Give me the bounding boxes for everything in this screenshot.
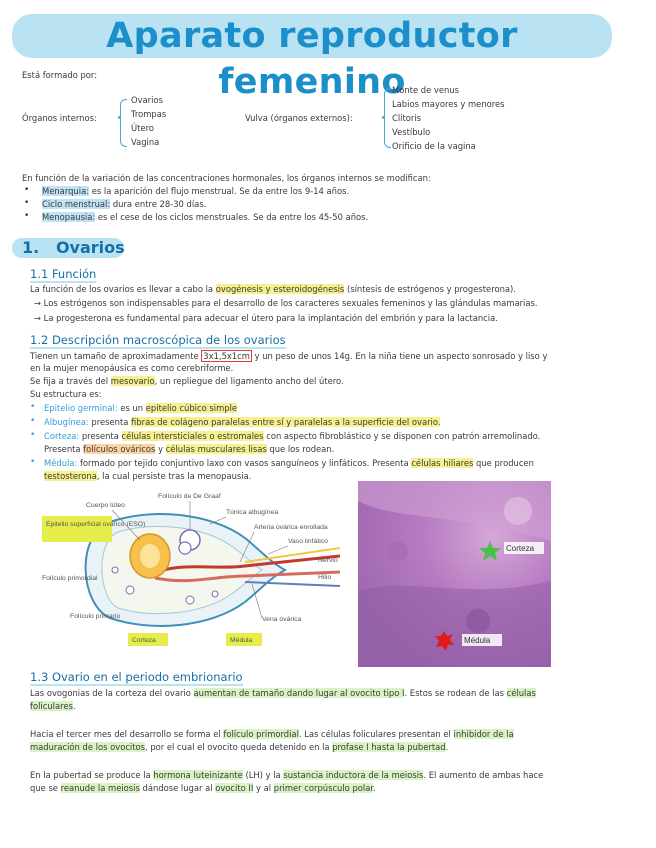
- internal-item: Trompas: [131, 109, 167, 119]
- hormonal-item: [42, 212, 368, 223]
- leader-line: [268, 546, 288, 554]
- internal-item: Útero: [131, 123, 154, 133]
- text-run: En la pubertad se produce la: [30, 770, 154, 780]
- text-run: que los rodean.: [266, 444, 335, 454]
- text-run: .: [373, 783, 376, 793]
- text-run: .: [72, 701, 76, 711]
- term-menarquia: Menarquia:: [42, 186, 90, 196]
- brace-dot: [118, 116, 121, 119]
- text-run: que producen: [473, 458, 534, 468]
- text-run: La función de los ovarios es llevar a cabo la: [30, 284, 216, 294]
- text-run: formado por tejido conjuntivo laxo con vasos sanguíneos y linfáticos. Presenta: [77, 458, 412, 468]
- text-run: Las ovogonias de la corteza del ovario: [30, 688, 194, 698]
- highlight: inhibidor de la: [453, 729, 514, 739]
- follicle: [179, 542, 191, 554]
- sub2-title: 1.2 Descripción macroscópica de los ovarios: [30, 333, 286, 347]
- micro-label-corteza: Corteza: [506, 544, 535, 553]
- highlight: mesovario: [110, 376, 155, 386]
- sub3-line: [30, 688, 536, 699]
- external-item: Clítoris: [392, 113, 422, 123]
- external-label: Vulva (órganos externos):: [245, 113, 353, 123]
- text-run: con aspecto fibroblástico y se disponen con patrón arremolinado.: [263, 431, 541, 441]
- highlight: células intersticiales o estromales: [121, 431, 264, 441]
- bullet-dot: •: [30, 457, 36, 467]
- ovary-diagram: [40, 490, 340, 655]
- highlight: células: [506, 688, 536, 698]
- ovary-micrograph: [358, 481, 551, 667]
- highlight: profase I hasta la pubertad: [332, 742, 446, 752]
- sub1-title: 1.1 Función: [30, 267, 97, 281]
- text-run: , por el cual el ovocito queda detenido en la: [145, 742, 333, 752]
- label-nervio: Nervio: [318, 557, 338, 564]
- label-arteria: Arteria ovárica enrollada: [254, 524, 328, 531]
- section-title: Ovarios: [55, 238, 125, 257]
- external-item: Orificio de la vagina: [392, 141, 476, 151]
- label-vena: Vena ovárica: [262, 616, 302, 623]
- follicle: [212, 591, 218, 597]
- highlight: ovocito II: [215, 783, 254, 793]
- highlight: epitelio cúbico simple: [145, 403, 238, 413]
- external-item: Vestíbulo: [392, 127, 431, 137]
- text-run: presenta: [79, 431, 122, 441]
- tissue-spot: [388, 541, 408, 561]
- text-run: que se: [30, 783, 61, 793]
- text-run: y: [155, 444, 166, 454]
- highlight: hormona luteinizante: [153, 770, 243, 780]
- structure-item: [44, 417, 440, 428]
- text-run: , la cual persiste tras la menopausia.: [96, 471, 252, 481]
- subsection-heading: [30, 267, 96, 281]
- brace-dot: [382, 116, 385, 119]
- term: Albugínea:: [44, 417, 89, 427]
- internal-brace: [120, 99, 127, 147]
- epitelio-label-bg: [42, 516, 112, 542]
- external-item: Labios mayores y menores: [392, 99, 505, 109]
- label-corteza: Corteza: [132, 637, 156, 644]
- highlight: testosterona: [44, 471, 97, 481]
- structure-item-cont: [44, 471, 251, 482]
- text-run: . Estos se rodean de las: [404, 688, 507, 698]
- corpus-luteum-core: [140, 544, 160, 568]
- tissue-spot: [504, 497, 532, 525]
- text-run: (síntesis de estrógenos y progesterona).: [344, 284, 516, 294]
- term: Corteza:: [44, 431, 80, 441]
- sub3-line: [30, 729, 514, 740]
- label-vaso-linfatico: Vaso linfático: [288, 538, 328, 545]
- text-run: dándose lugar al: [139, 783, 216, 793]
- highlight: folículos ováricos: [83, 444, 156, 454]
- sub3-line: [30, 770, 543, 781]
- sub2-line: [30, 376, 344, 387]
- structure-item: [44, 431, 540, 442]
- term: Médula:: [44, 458, 78, 468]
- label-tunica: Túnica albugínea: [226, 509, 279, 516]
- bullet-dot: •: [24, 185, 30, 195]
- tissue-spot: [466, 609, 490, 633]
- text-run: . Las células foliculares presentan el: [298, 729, 454, 739]
- text-run: , un repliegue del ligamento ancho del útero.: [154, 376, 344, 386]
- hormonal-intro: En función de la variación de las concentraciones hormonales, los órganos internos se modifican:: [22, 173, 431, 183]
- text-run: presenta: [88, 417, 132, 427]
- page-title: Aparato reproductor femenino: [106, 16, 518, 102]
- label-epitelio: Epitelio superficial ovárico (ESO): [46, 521, 146, 528]
- bullet-dot: •: [24, 198, 30, 208]
- bullet-dot: •: [30, 402, 36, 412]
- ciclo-text: dura entre 28-30 días.: [110, 199, 207, 209]
- section-number: 1.: [22, 238, 40, 257]
- highlight: aumentan de tamaño dando lugar al ovocito tipo I: [193, 688, 405, 698]
- text-run: (LH) y la: [242, 770, 284, 780]
- section-heading: [22, 238, 125, 258]
- term-menopausia: Menopausia:: [42, 212, 96, 222]
- text-run: y un peso de unos 14g. En la niña tiene un aspecto sonrosado y liso y: [251, 351, 548, 361]
- sub3-title: 1.3 Ovario en el periodo embrionario: [30, 670, 243, 684]
- sub3-line: [30, 701, 76, 712]
- structure-item-cont: [44, 444, 334, 455]
- highlight: primer corpúsculo polar: [273, 783, 374, 793]
- intro-text: Está formado por:: [22, 70, 98, 80]
- text-run: es un: [117, 403, 146, 413]
- highlight: reanude la meiosis: [60, 783, 140, 793]
- sub2-line: Su estructura es:: [30, 389, 102, 399]
- internal-label: Órganos internos:: [22, 113, 97, 123]
- internal-item: Vagina: [131, 137, 160, 147]
- external-brace: [384, 88, 391, 148]
- term-ciclo: Ciclo menstrual:: [42, 199, 111, 209]
- subsection-heading: [30, 333, 286, 347]
- term: Epitelio germinal:: [44, 403, 118, 413]
- highlight: folículo primordial: [223, 729, 299, 739]
- external-item: Monte de venus: [392, 85, 459, 95]
- label-medula: Médula: [230, 637, 253, 644]
- size-box: 3x1,5x1cm: [203, 351, 250, 361]
- highlight: sustancia inductora de la meiosis: [283, 770, 424, 780]
- tissue-region: [358, 581, 551, 667]
- label-primordial: Folículo primordial: [42, 575, 98, 582]
- menopausia-text: es el cese de los ciclos menstruales. Se da entre los 45-50 años.: [95, 212, 369, 222]
- hormonal-item: [42, 199, 206, 210]
- subsection-heading: [30, 670, 243, 684]
- text-run: y al: [253, 783, 274, 793]
- follicle: [112, 567, 118, 573]
- internal-item: Ovarios: [131, 95, 163, 105]
- highlight: ovogénesis y esteroidogénesis: [215, 284, 345, 294]
- text-run: Tienen un tamaño de aproximadamente: [30, 351, 202, 361]
- sub2-line: en la mujer menopáusica es como cerebriforme.: [30, 363, 234, 373]
- sub3-line: [30, 783, 376, 794]
- label-hilio: Hilio: [318, 574, 332, 581]
- follicle: [186, 596, 194, 604]
- sub1-arrow-1: → Los estrógenos son indispensables para el desarrollo de los caracteres sexuales femeninos y las glándulas mamarias.: [34, 298, 538, 308]
- highlight: células hiliares: [411, 458, 474, 468]
- highlight: maduración de los ovocitos: [30, 742, 146, 752]
- highlight: células musculares lisas: [165, 444, 267, 454]
- follicle: [126, 586, 134, 594]
- label-cuerpo-luteo: Cuerpo lúteo: [86, 502, 125, 509]
- sub3-line: [30, 742, 448, 753]
- sub1-paragraph: [30, 284, 516, 295]
- text-run: Presenta: [44, 444, 84, 454]
- sub2-line: [30, 351, 547, 362]
- text-run: .: [445, 742, 449, 752]
- hormonal-item: [42, 186, 349, 197]
- bullet-dot: •: [24, 211, 30, 221]
- structure-item: [44, 403, 237, 414]
- label-foliculo-graaf: Folículo de De Graaf: [158, 493, 221, 500]
- bullet-dot: •: [30, 416, 36, 426]
- micro-label-medula: Médula: [464, 636, 491, 645]
- label-primario: Folículo primario: [70, 613, 121, 620]
- text-run: Se fija a través del: [30, 376, 111, 386]
- bullet-dot: •: [30, 430, 36, 440]
- text-run: . El aumento de ambas hace: [423, 770, 544, 780]
- text-run: Hacia el tercer mes del desarrollo se forma el: [30, 729, 224, 739]
- structure-item: [44, 458, 534, 469]
- highlight: fibras de colágeno paralelas entre sí y paralelas a la superficie del ovario.: [131, 417, 441, 427]
- sub1-arrow-2: → La progesterona es fundamental para adecuar el útero para la implantación del embrión y para la lactancia.: [34, 313, 498, 323]
- menarquia-text: es la aparición del flujo menstrual. Se da entre los 9-14 años.: [89, 186, 350, 196]
- highlight: foliculares: [30, 701, 73, 711]
